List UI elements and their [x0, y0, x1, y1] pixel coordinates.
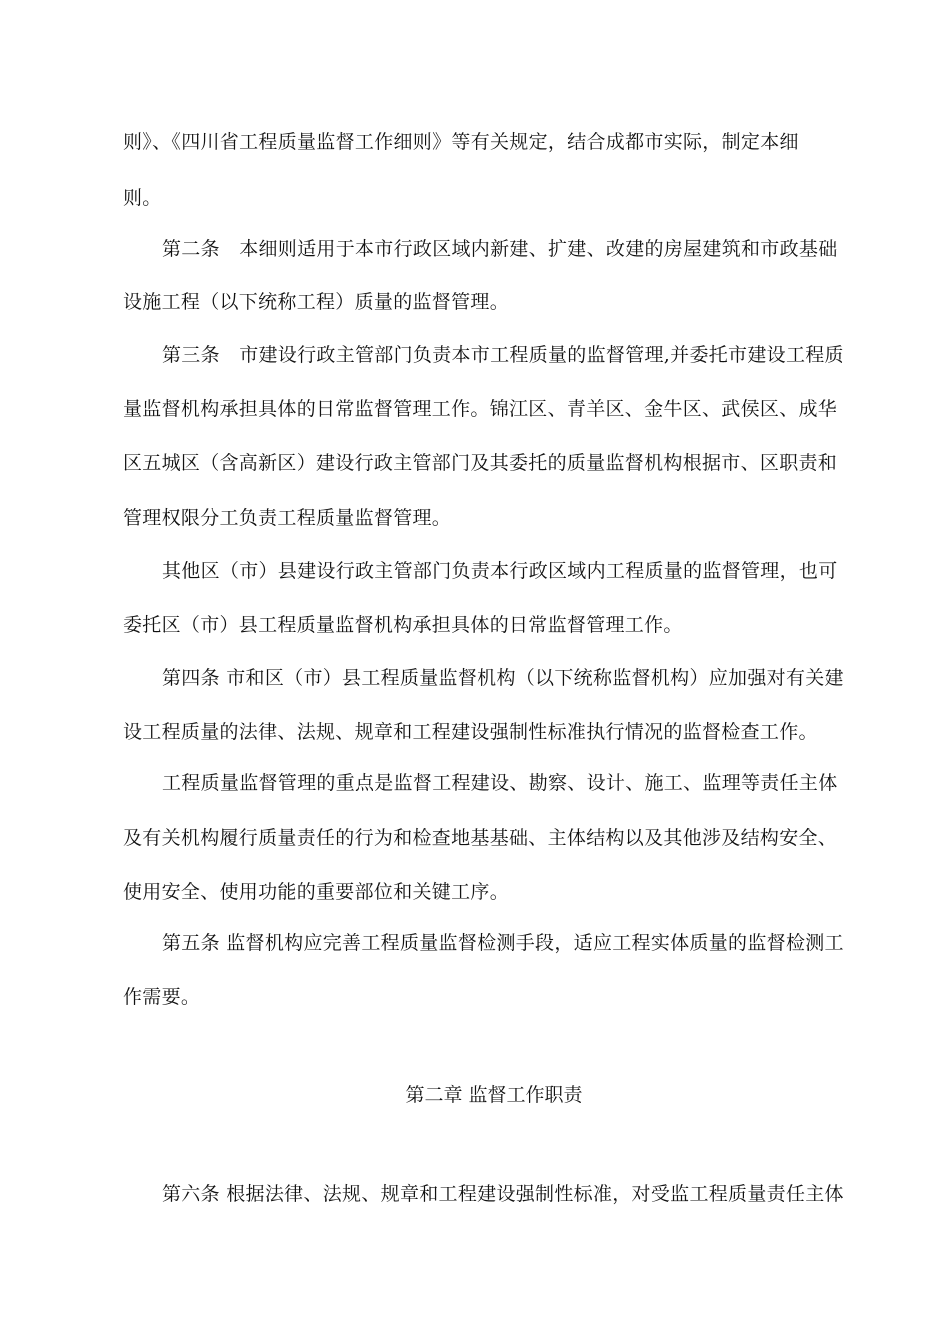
chapter-heading: 第二章 监督工作职责 [405, 1084, 583, 1106]
article-3-text: 第三条 市建设行政主管部门负责本市工程质量的监督管理,并委托市建设工程质 [162, 344, 844, 366]
article-6-text: 第六条 根据法律、法规、规章和工程建设强制性标准，对受监工程质量责任主体 [162, 1183, 844, 1205]
text-line: 则。 [123, 187, 162, 209]
text-line: 委托区（市）县工程质量监督机构承担具体的日常监督管理工作。 [123, 614, 683, 636]
article-4-text: 第四条 市和区（市）县工程质量监督机构（以下统称监督机构）应加强对有关建 [162, 667, 844, 689]
text-line: 使用安全、使用功能的重要部位和关键工序。 [123, 881, 510, 903]
paragraph-text: 工程质量监督管理的重点是监督工程建设、勘察、设计、施工、监理等责任主体 [162, 772, 838, 794]
article-5-text: 第五条 监督机构应完善工程质量监督检测手段，适应工程实体质量的监督检测工 [162, 932, 844, 954]
text-line: 区五城区（含高新区）建设行政主管部门及其委托的质量监督机构根据市、区职责和 [123, 452, 838, 474]
article-2-text: 第二条 本细则适用于本市行政区域内新建、扩建、改建的房屋建筑和市政基础 [162, 238, 838, 260]
paragraph-text: 其他区（市）县建设行政主管部门负责本行政区域内工程质量的监督管理，也可 [162, 560, 838, 582]
text-line: 作需要。 [123, 986, 201, 1008]
text-line: 管理权限分工负责工程质量监督管理。 [123, 507, 452, 529]
text-line: 及有关机构履行质量责任的行为和检查地基基础、主体结构以及其他涉及结构安全、 [123, 827, 838, 849]
text-line: 则》、《四川省工程质量监督工作细则》等有关规定，结合成都市实际，制定本细 [123, 131, 799, 153]
text-line: 设施工程（以下统称工程）质量的监督管理。 [123, 291, 510, 313]
text-line: 设工程质量的法律、法规、规章和工程建设强制性标准执行情况的监督检查工作。 [123, 721, 818, 743]
text-line: 量监督机构承担具体的日常监督管理工作。锦江区、青羊区、金牛区、武侯区、成华 [123, 398, 838, 420]
